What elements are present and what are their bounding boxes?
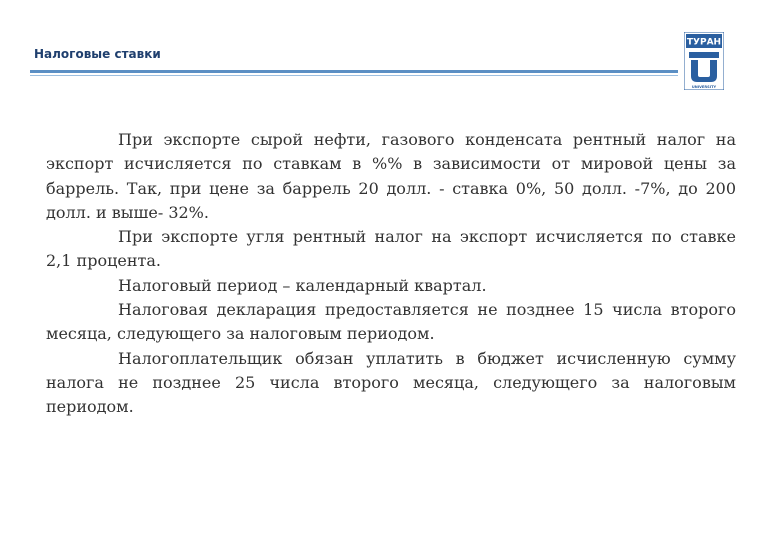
paragraph-payment: Налогоплательщик обязан уплатить в бюджет исчисленную сумму налога не позднее 25 числа второго месяца, следующего за налоговым периодом. [46, 348, 736, 417]
main-text [46, 128, 736, 420]
logo-wordmark: ТУРАН [686, 37, 722, 48]
paragraph-tax-period: Налоговый период – календарный квартал. [118, 275, 487, 295]
header-divider [30, 70, 678, 73]
logo-subtitle: UNIVERSITY [691, 85, 717, 89]
page-title: Налоговые ставки [34, 47, 161, 61]
paragraph-coal-export: При экспорте угля рентный налог на экспорт исчисляется по ставке 2,1 процента. [46, 227, 736, 271]
header-divider-thin [30, 75, 678, 76]
turan-university-logo [684, 32, 724, 90]
paragraph-declaration: Налоговая декларация предоставляется не позднее 15 числа второго месяца, следующего за налоговым периодом. [46, 300, 736, 344]
paragraph-oil-export: При экспорте сырой нефти, газового конденсата рентный налог на экспорт исчисляется по ставкам в %% в зависимости от мировой цены за баррель. Так, при цене за баррель 20 долл. - ставка 0%, 50 долл. -7%, до 200 долл. и выше- 32%. [46, 130, 736, 222]
